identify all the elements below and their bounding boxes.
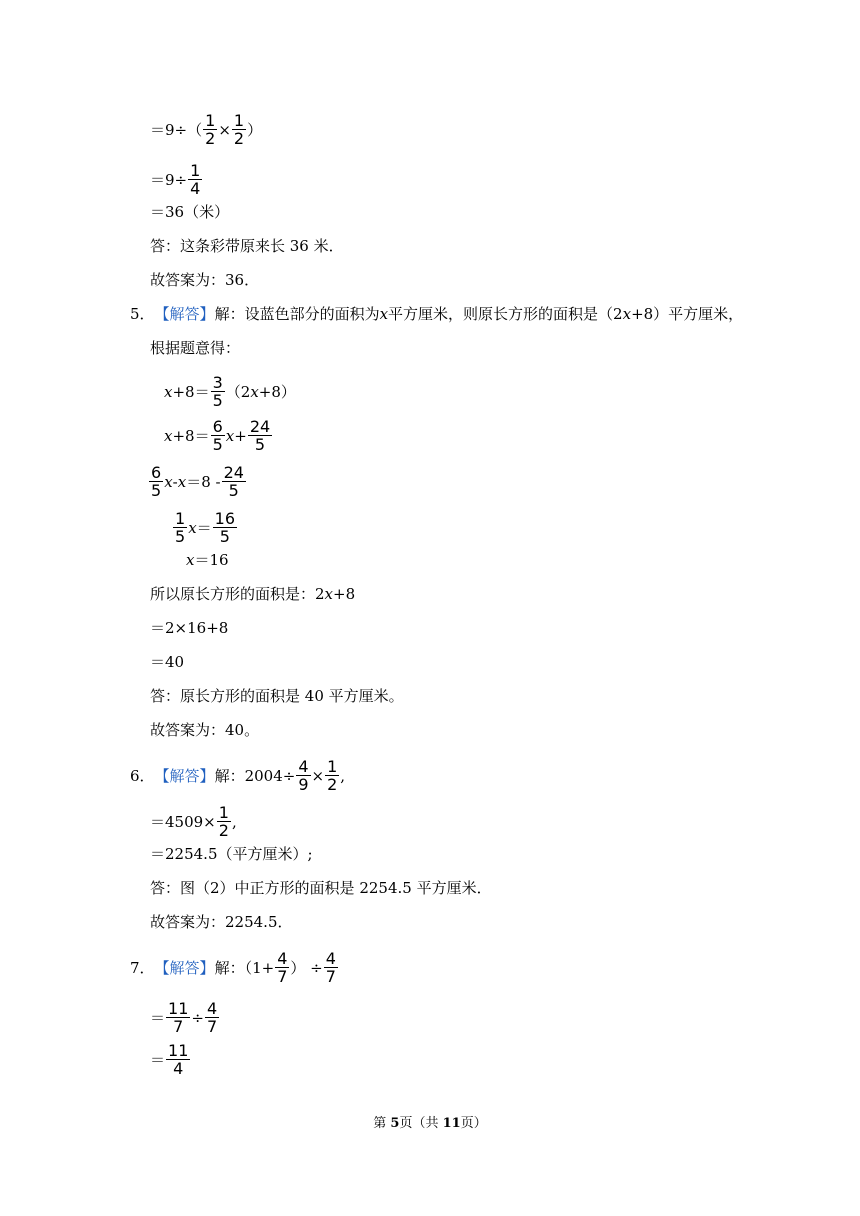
fraction: $\frac{4}{7}$ <box>277 949 288 986</box>
q5-intro: 根据题意得： <box>150 339 241 357</box>
prev-step-1: ＝9÷（ $\frac{1}{2}$ × $\frac{1}{2}$ ） <box>150 111 263 148</box>
fraction: $\frac{24}{5}$ <box>223 463 244 500</box>
solution-tag: 【解答】 <box>154 766 215 785</box>
q5-step-3: ＝40 <box>150 653 185 671</box>
fraction: $\frac{1}{4}$ <box>190 161 201 198</box>
q6-step-2: ＝2254.5（平方厘米）; <box>150 845 313 863</box>
fraction: $\frac{1}{2}$ <box>218 803 229 840</box>
fraction: $\frac{16}{5}$ <box>214 509 236 546</box>
solution-tag: 【解答】 <box>154 958 215 977</box>
fraction: $\frac{3}{5}$ <box>212 373 223 410</box>
q6-step-1: ＝4509× $\frac{1}{2}$ , <box>150 803 237 840</box>
q5-equation-3: $\frac{6}{5}$ x - x ＝8 - $\frac{24}{5}$ <box>151 463 244 500</box>
q5-equation-5: x ＝16 <box>186 551 229 569</box>
q7-heading: 7． 【解答】 解：（1+ $\frac{4}{7}$ ） ÷ $\frac{4}{7}$ <box>130 949 336 986</box>
fraction: $\frac{1}{2}$ <box>233 111 245 148</box>
fraction: $\frac{1}{5}$ <box>175 509 186 546</box>
q5-equation-2: x +8＝ $\frac{6}{5}$ x + $\frac{24}{5}$ <box>164 417 271 454</box>
q7-step-1: ＝ $\frac{11}{7}$ ÷ $\frac{4}{7}$ <box>150 999 218 1036</box>
solution-tag: 【解答】 <box>154 305 215 323</box>
fraction: $\frac{4}{7}$ <box>206 999 218 1036</box>
prev-step-2: ＝9÷ $\frac{1}{4}$ <box>150 161 201 198</box>
q7-step-2: ＝ $\frac{11}{4}$ <box>150 1041 189 1078</box>
q6-final-answer: 故答案为：2254.5． <box>150 913 293 931</box>
question-number: 5． <box>130 305 155 323</box>
fraction: $\frac{24}{5}$ <box>249 417 271 454</box>
fraction: $\frac{11}{7}$ <box>168 999 189 1036</box>
q5-step-2: ＝2×16+8 <box>150 619 229 637</box>
prev-answer: 答：这条彩带原来长 36 米． <box>150 237 344 255</box>
question-number: 6． <box>130 766 155 785</box>
question-number: 7． <box>130 958 155 977</box>
fraction: $\frac{4}{9}$ <box>298 757 309 794</box>
page-footer: 第 5页（共 11页） <box>373 1116 487 1131</box>
fraction: $\frac{6}{5}$ <box>212 417 223 454</box>
prev-step-3: ＝36（米） <box>150 203 230 221</box>
prev-final-answer: 故答案为：36． <box>150 271 260 289</box>
page-number: 5 <box>390 1116 400 1131</box>
fraction: $\frac{6}{5}$ <box>151 463 162 500</box>
q5-equation-4: $\frac{1}{5}$ x ＝ $\frac{16}{5}$ <box>175 509 236 546</box>
page-total: 11 <box>442 1116 461 1131</box>
fraction: $\frac{1}{2}$ <box>327 757 338 794</box>
q5-step-1: 所以原长方形的面积是：2 x +8 <box>150 585 356 603</box>
q5-heading: 5． 【解答】 解：设蓝色部分的面积为 x 平方厘米，则原长方形的面积是（2 x +8）平方厘米， <box>130 305 744 323</box>
fraction: $\frac{1}{2}$ <box>205 111 216 148</box>
q5-equation-1: x +8＝ $\frac{3}{5}$ （2 x +8） <box>164 373 296 410</box>
q5-final-answer: 故答案为：40。 <box>150 721 260 739</box>
q6-answer: 答：图（2）中正方形的面积是 2254.5 平方厘米． <box>150 879 492 897</box>
fraction: $\frac{11}{4}$ <box>168 1041 189 1078</box>
fraction: $\frac{4}{7}$ <box>325 949 336 986</box>
q6-heading: 6． 【解答】 解：2004÷ $\frac{4}{9}$ × $\frac{1}{2}$ , <box>130 757 346 794</box>
q5-answer: 答：原长方形的面积是 40 平方厘米。 <box>150 687 404 705</box>
